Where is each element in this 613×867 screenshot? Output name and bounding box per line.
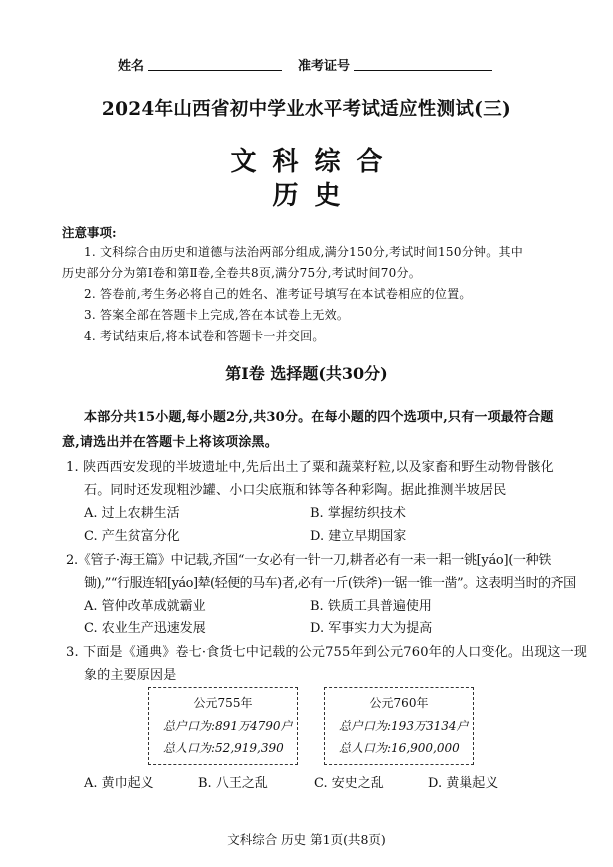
q3-option-d[interactable]: D. 黄巢起义 <box>428 776 499 791</box>
q2-option-b[interactable]: B. 铁质工具普遍使用 <box>310 599 432 614</box>
question-2-stem-cont: 锄),”“行服连轺[yáo]辇(轻便的马车)者,必有一斤(铁斧)一锯一锥一凿”。这表明当时的齐国 <box>84 576 576 591</box>
part-intro-line2: 意,请选出并在答题卡上将该项涂黑。 <box>62 435 278 450</box>
box-755-title: 公元755年 <box>193 696 253 710</box>
q1-option-c[interactable]: C. 产生贫富分化 <box>84 529 180 544</box>
sub-subject-title: 历史 <box>272 181 357 211</box>
data-box-755 <box>148 687 298 765</box>
q2-option-c[interactable]: C. 农业生产迅速发展 <box>84 621 206 636</box>
note-3: 3. 答案全部在答题卡上完成,答在本试卷上无效。 <box>84 308 350 322</box>
q3-option-a[interactable]: A. 黄巾起义 <box>84 776 154 791</box>
q1-option-b[interactable]: B. 掌握纺织技术 <box>310 506 406 521</box>
box-755-population: 总人口为:52,919,390 <box>163 741 284 755</box>
q2-option-d[interactable]: D. 军事实力大为提高 <box>310 621 433 636</box>
note-1-cont: 历史部分分为第Ⅰ卷和第Ⅱ卷,全卷共8页,满分75分,考试时间70分。 <box>62 266 422 280</box>
notes-heading: 注意事项: <box>62 225 117 240</box>
id-label: 准考证号 <box>298 59 351 74</box>
data-box-760 <box>324 687 474 765</box>
note-4: 4. 考试结束后,将本试卷和答题卡一并交回。 <box>84 329 325 343</box>
q3-option-b[interactable]: B. 八王之乱 <box>198 776 268 791</box>
box-755-households: 总户口为:891万4790户 <box>163 719 293 733</box>
note-2: 2. 答卷前,考生务必将自己的姓名、准考证号填写在本试卷相应的位置。 <box>84 287 472 301</box>
box-760-households: 总户口为:193万3134户 <box>339 719 469 733</box>
question-1-stem-cont: 石。同时还发现粗沙罐、小口尖底瓶和钵等各种彩陶。据此推测半坡居民 <box>84 483 507 498</box>
question-1-stem: 1. 陕西西安发现的半坡遗址中,先后出土了粟和蔬菜籽粒,以及家畜和野生动物骨骸化 <box>66 460 554 475</box>
subject-title: 文科综合 <box>230 147 399 177</box>
part-intro-line1: 本部分共15小题,每小题2分,共30分。在每小题的四个选项中,只有一项最符合题 <box>84 410 554 425</box>
note-1: 1. 文科综合由历史和道德与法治两部分组成,满分150分,考试时间150分钟。其中 <box>84 245 523 259</box>
q2-option-a[interactable]: A. 管仲改革成就霸业 <box>84 599 206 614</box>
box-760-title: 公元760年 <box>369 696 429 710</box>
q3-option-c[interactable]: C. 安史之乱 <box>314 776 384 791</box>
q1-option-d[interactable]: D. 建立早期国家 <box>310 529 407 544</box>
name-label: 姓名 <box>118 59 145 74</box>
question-3-stem: 3. 下面是《通典》卷七·食货七中记载的公元755年到公元760年的人口变化。出现这一现 <box>66 645 588 660</box>
exam-title: 2024年山西省初中学业水平考试适应性测试(三) <box>101 99 512 120</box>
name-underline[interactable] <box>148 70 282 71</box>
q1-option-a[interactable]: A. 过上农耕生活 <box>84 506 180 521</box>
page-footer: 文科综合 历史 第1页(共8页) <box>227 832 386 847</box>
question-2-stem: 2.《管子·海王篇》中记载,齐国“一女必有一针一刀,耕者必有一耒一耜一铫[yáo](一种铁 <box>66 553 552 568</box>
question-3-stem-cont: 象的主要原因是 <box>84 668 177 683</box>
part-title: 第Ⅰ卷 选择题(共30分) <box>225 364 388 383</box>
id-underline[interactable] <box>354 70 492 71</box>
box-760-population: 总人口为:16,900,000 <box>339 741 460 755</box>
